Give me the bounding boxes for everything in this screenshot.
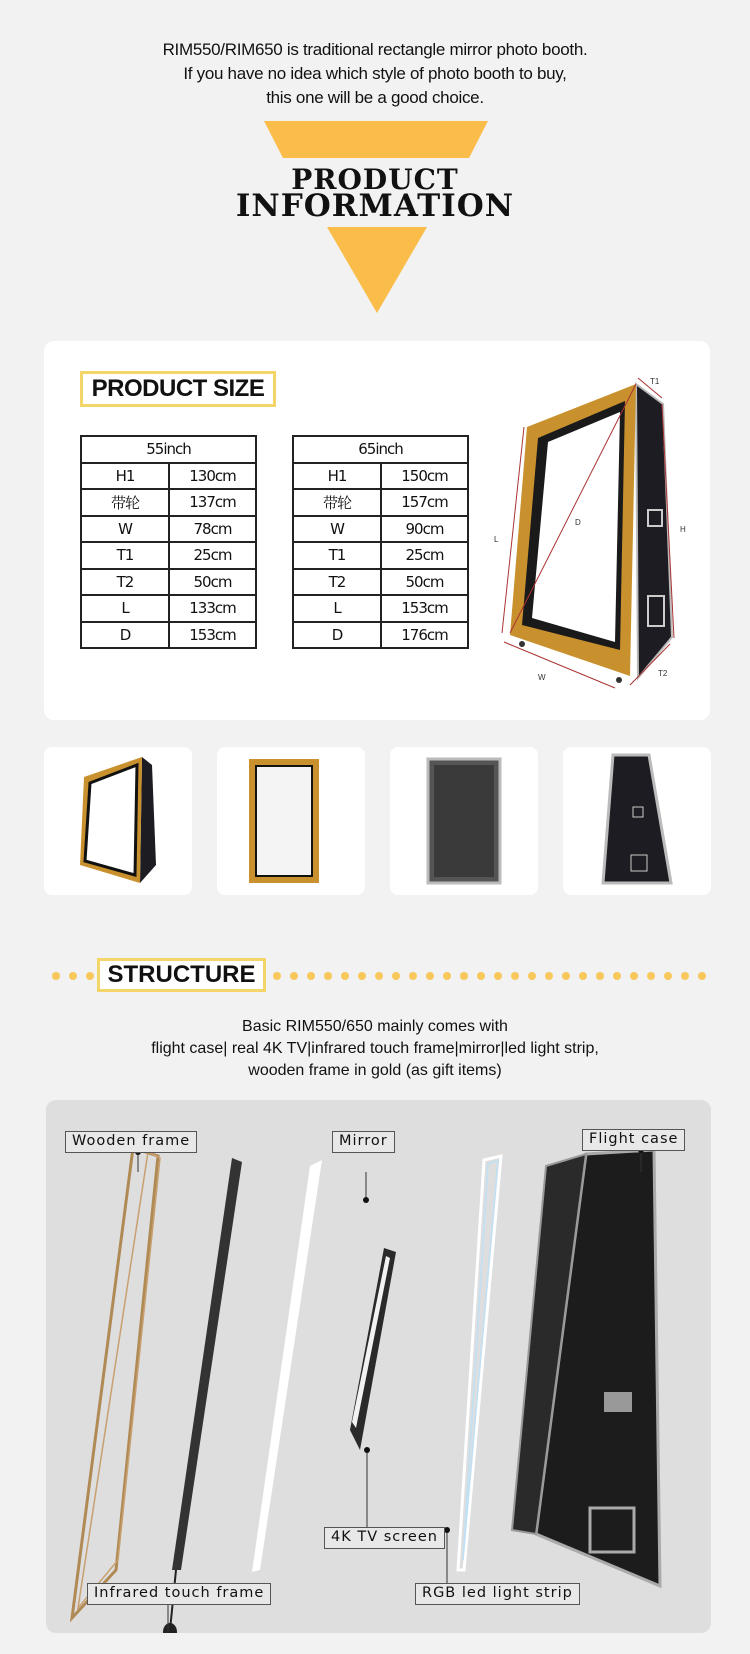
structure-description xyxy=(0,1016,750,1082)
divider-dot xyxy=(494,972,502,980)
divider-dot xyxy=(596,972,604,980)
table-header: 65inch xyxy=(293,436,468,463)
divider-dot xyxy=(324,972,332,980)
divider-dot xyxy=(307,972,315,980)
cell-key: 带轮 xyxy=(81,489,169,516)
divider-dot xyxy=(562,972,570,980)
cell-key: L xyxy=(293,595,381,622)
cell-value: 153cm xyxy=(381,595,468,622)
desc-line: flight case| real 4K TV|infrared touch frame|mirror|led light strip, xyxy=(151,1040,599,1057)
divider-dot xyxy=(511,972,519,980)
label-wooden-frame: Wooden frame xyxy=(65,1131,197,1153)
cell-key: W xyxy=(293,516,381,543)
thumbnail-case-front[interactable] xyxy=(390,747,538,895)
label-d: D xyxy=(575,518,581,527)
cell-value: 153cm xyxy=(169,622,256,649)
intro-line: this one will be a good choice. xyxy=(266,88,484,107)
table-header: 55inch xyxy=(81,436,256,463)
cell-key: H1 xyxy=(81,463,169,490)
cell-key: T1 xyxy=(293,542,381,569)
cell-value: 150cm xyxy=(381,463,468,490)
label-mirror: Mirror xyxy=(332,1131,395,1153)
label-rgb-led-strip: RGB led light strip xyxy=(415,1583,580,1605)
divider-dot xyxy=(460,972,468,980)
cell-key: D xyxy=(293,622,381,649)
cell-key: H1 xyxy=(293,463,381,490)
cell-key: T2 xyxy=(293,569,381,596)
desc-line: Basic RIM550/650 mainly comes with xyxy=(242,1018,508,1035)
thumbnail-booth-front[interactable] xyxy=(217,747,365,895)
label-h: H xyxy=(680,525,686,534)
divider-dot xyxy=(341,972,349,980)
cell-value: 130cm xyxy=(169,463,256,490)
cell-key: 带轮 xyxy=(293,489,381,516)
size-table-65 xyxy=(292,435,469,649)
label-w: W xyxy=(538,673,546,682)
product-size-heading: PRODUCT SIZE xyxy=(80,371,276,407)
cell-value: 137cm xyxy=(169,489,256,516)
label-t1: T1 xyxy=(650,377,660,386)
cell-value: 50cm xyxy=(381,569,468,596)
structure-heading: STRUCTURE xyxy=(97,958,266,992)
booth-dimension-diagram xyxy=(480,360,710,700)
cell-value: 90cm xyxy=(381,516,468,543)
mirror-part xyxy=(252,1160,322,1572)
divider-dot xyxy=(681,972,689,980)
divider-dot xyxy=(647,972,655,980)
structure-exploded-view xyxy=(46,1100,711,1633)
cell-value: 157cm xyxy=(381,489,468,516)
divider-dot xyxy=(273,972,281,980)
divider-dot xyxy=(358,972,366,980)
divider-dot xyxy=(426,972,434,980)
cell-key: T2 xyxy=(81,569,169,596)
divider-dot xyxy=(375,972,383,980)
cell-key: T1 xyxy=(81,542,169,569)
cell-key: L xyxy=(81,595,169,622)
thumbnail-booth-angle[interactable] xyxy=(44,747,192,895)
size-table-55 xyxy=(80,435,257,649)
cell-value: 78cm xyxy=(169,516,256,543)
divider-dot xyxy=(409,972,417,980)
label-infrared-touch-frame: Infrared touch frame xyxy=(87,1583,271,1605)
divider-dot xyxy=(698,972,706,980)
label-l: L xyxy=(494,535,499,544)
cell-value: 176cm xyxy=(381,622,468,649)
cell-value: 133cm xyxy=(169,595,256,622)
banner-trapezoid xyxy=(264,121,488,158)
wooden-frame-part xyxy=(72,1148,158,1618)
infrared-frame-part xyxy=(172,1158,242,1570)
banner-title-line2: INFORMATION xyxy=(235,188,515,224)
divider-dot xyxy=(613,972,621,980)
intro-line: RIM550/RIM650 is traditional rectangle mirror photo booth. xyxy=(162,40,588,59)
divider-dot xyxy=(545,972,553,980)
divider-dot xyxy=(664,972,672,980)
banner-title-line1: PRODUCT xyxy=(291,163,459,196)
thumbnail-case-side[interactable] xyxy=(563,747,711,895)
divider-dot xyxy=(52,972,60,980)
cell-key: D xyxy=(81,622,169,649)
label-flight-case: Flight case xyxy=(582,1129,685,1151)
banner-triangle xyxy=(327,227,427,313)
divider-dot xyxy=(290,972,298,980)
divider-dot xyxy=(630,972,638,980)
divider-dot xyxy=(443,972,451,980)
divider-dot xyxy=(392,972,400,980)
divider-dot xyxy=(528,972,536,980)
desc-line: wooden frame in gold (as gift items) xyxy=(248,1062,502,1079)
divider-dot xyxy=(579,972,587,980)
cell-value: 25cm xyxy=(169,542,256,569)
divider-dot xyxy=(86,972,94,980)
label-t2: T2 xyxy=(658,669,668,678)
divider-dot xyxy=(477,972,485,980)
cell-value: 50cm xyxy=(169,569,256,596)
cell-key: W xyxy=(81,516,169,543)
cell-value: 25cm xyxy=(381,542,468,569)
intro-line: If you have no idea which style of photo booth to buy, xyxy=(183,64,567,83)
divider-dot xyxy=(69,972,77,980)
label-4k-tv-screen: 4K TV screen xyxy=(324,1527,445,1549)
